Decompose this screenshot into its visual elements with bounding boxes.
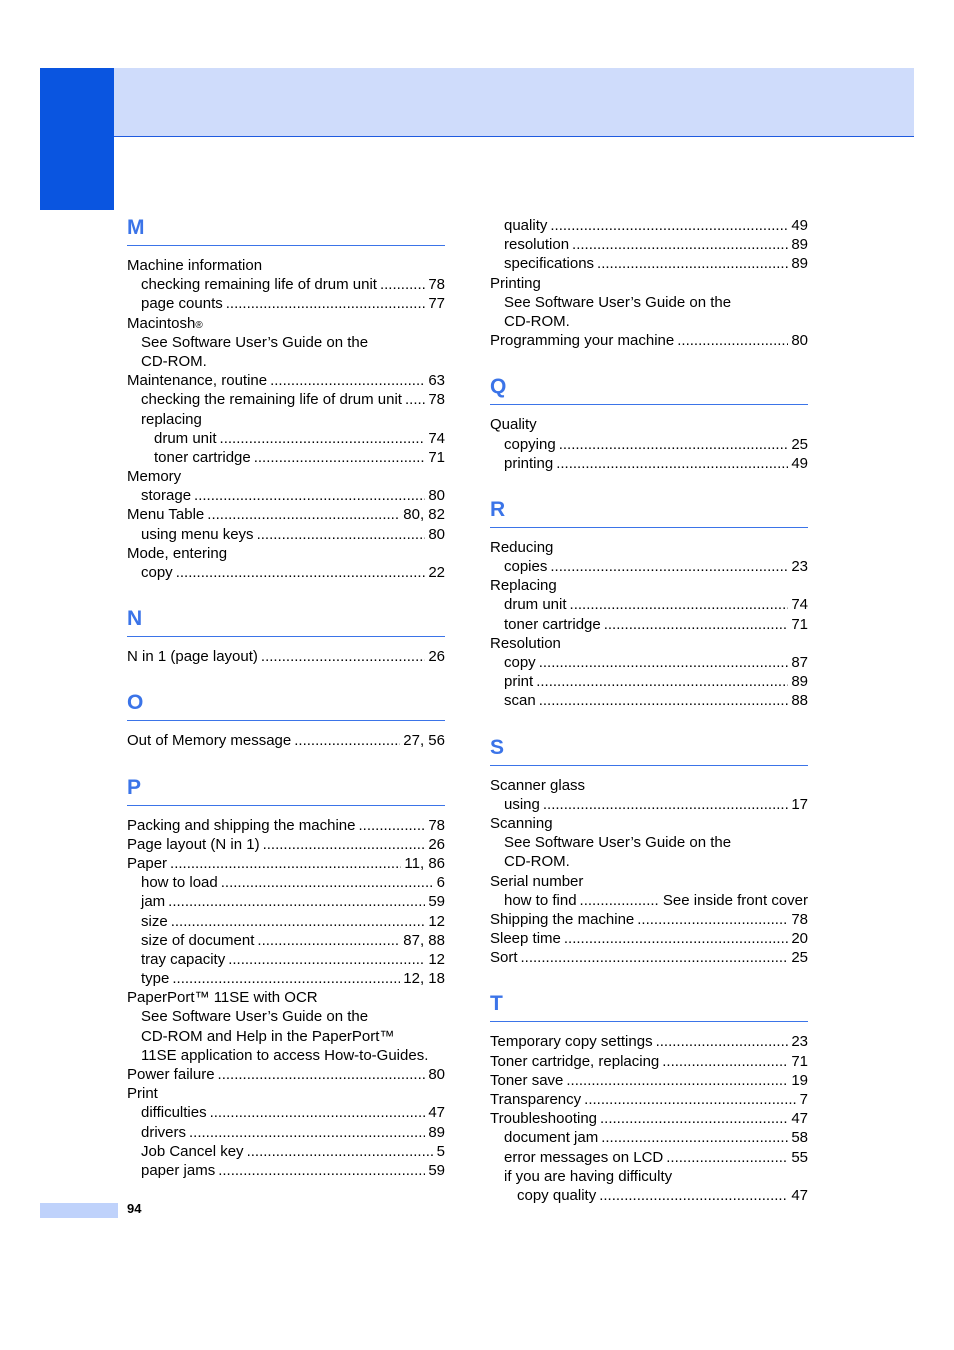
index-entry: Macintosh ® — [127, 314, 203, 332]
section-rule — [127, 805, 445, 806]
dot-leader — [550, 557, 788, 576]
page-reference: 25 — [791, 949, 808, 967]
dot-leader — [559, 435, 789, 454]
section-rule — [127, 245, 445, 246]
dot-leader — [677, 331, 788, 350]
index-entry — [127, 988, 445, 1007]
dot-leader — [380, 275, 425, 294]
index-term: printing — [504, 454, 554, 472]
section-letter: R — [490, 497, 506, 521]
index-term: Reducing — [490, 538, 554, 556]
page-reference: 74 — [428, 429, 445, 447]
index-term: Quality — [490, 416, 537, 434]
section-gap — [127, 666, 445, 686]
dot-leader — [566, 1071, 788, 1090]
dot-leader — [601, 1128, 788, 1147]
index-term: Print — [127, 1085, 158, 1103]
page-reference: 23 — [791, 558, 808, 576]
dot-leader — [257, 525, 426, 544]
index-entry — [490, 254, 808, 273]
dot-leader — [656, 1032, 789, 1051]
page-reference: 89 — [791, 236, 808, 254]
page-reference: 55 — [791, 1148, 808, 1166]
index-entry — [127, 1084, 445, 1103]
section-letter: P — [127, 775, 142, 799]
page-reference: 89 — [791, 255, 808, 273]
page-reference: 47 — [791, 1186, 808, 1204]
page-reference: 58 — [791, 1129, 808, 1147]
dot-leader — [662, 1052, 788, 1071]
index-entry — [127, 647, 445, 666]
dot-leader — [359, 816, 426, 835]
index-entry — [490, 1186, 808, 1205]
dot-leader — [247, 1142, 434, 1161]
page-reference: 80 — [428, 487, 445, 505]
index-entry — [127, 275, 445, 294]
index-term: Transparency — [490, 1091, 582, 1108]
index-entry — [127, 352, 445, 371]
index-entry — [127, 931, 445, 950]
index-entry — [490, 1109, 808, 1128]
index-entry — [127, 390, 445, 409]
section-rule — [490, 527, 808, 528]
dot-leader — [637, 910, 788, 929]
page-reference: See inside front cover — [662, 891, 808, 909]
dot-leader — [539, 691, 789, 710]
index-entry — [490, 615, 808, 634]
index-entry — [490, 929, 808, 948]
index-term: Paper — [127, 854, 168, 872]
index-term: Troubleshooting — [490, 1110, 598, 1128]
chapter-header-band — [114, 68, 914, 137]
page-reference: 12 — [428, 950, 445, 968]
index-entry — [490, 538, 808, 557]
page-reference: 25 — [791, 435, 808, 453]
index-entry — [127, 1027, 445, 1046]
page-reference: 59 — [428, 893, 445, 911]
index-entry — [490, 910, 808, 929]
index-term: error messages on LCD — [504, 1148, 664, 1166]
index-entry — [490, 672, 808, 691]
index-term: Job Cancel key — [141, 1142, 244, 1160]
index-entry — [127, 854, 445, 873]
page-reference: 80 — [791, 332, 808, 350]
index-entry — [127, 410, 445, 429]
index-term: specifications — [504, 255, 595, 273]
dot-leader — [176, 563, 426, 582]
page-reference: 78 — [428, 276, 445, 294]
dot-leader — [536, 672, 788, 691]
dot-leader — [521, 948, 789, 967]
index-term: toner cartridge — [154, 448, 251, 466]
index-entry — [127, 816, 445, 835]
dot-leader — [170, 854, 401, 873]
index-term: Serial number — [490, 872, 584, 890]
dot-leader — [228, 950, 425, 969]
index-section-t — [490, 967, 808, 1205]
index-section-s — [490, 711, 808, 968]
dot-leader — [220, 429, 426, 448]
dot-leader — [539, 653, 789, 672]
dot-leader — [543, 795, 788, 814]
section-rule — [490, 1021, 808, 1022]
index-entry — [127, 1161, 445, 1180]
index-term: Replacing — [490, 577, 557, 595]
index-entry — [490, 293, 808, 312]
page-reference: 20 — [791, 930, 808, 948]
dot-leader — [194, 486, 425, 505]
dot-leader — [564, 929, 788, 948]
index-term: Shipping the machine — [490, 910, 635, 928]
section-gap — [127, 751, 445, 771]
page-reference: 19 — [791, 1071, 808, 1089]
index-entry — [490, 1128, 808, 1147]
dot-leader — [600, 1109, 788, 1128]
page-reference: 26 — [428, 648, 445, 666]
page-reference: 26 — [428, 835, 445, 853]
index-term: See Software User’s Guide on the — [141, 1008, 369, 1026]
page-reference: 5 — [436, 1142, 445, 1160]
index-term: N in 1 (page layout) — [127, 648, 258, 666]
index-term: Programming your machine — [490, 332, 675, 350]
section-rule — [127, 720, 445, 721]
index-term: CD-ROM. — [504, 312, 570, 330]
page-reference: 78 — [428, 816, 445, 834]
page-reference: 49 — [791, 454, 808, 472]
index-term: drum unit — [504, 596, 567, 614]
index-section-r — [490, 473, 808, 711]
index-term: jam — [141, 893, 166, 911]
section-gap — [490, 350, 808, 370]
index-entry — [490, 331, 808, 350]
index-term: how to load — [141, 874, 218, 892]
index-entry — [127, 1123, 445, 1142]
index-entry — [127, 544, 445, 563]
dot-leader — [584, 1090, 797, 1109]
index-term: drum unit — [154, 429, 217, 447]
index-term: PaperPort™ 11SE with OCR — [127, 989, 318, 1007]
dot-leader — [597, 254, 788, 273]
page-reference: 12 — [428, 912, 445, 930]
index-term: Toner save — [490, 1071, 564, 1089]
page-reference: 71 — [428, 448, 445, 466]
page-reference: 74 — [791, 596, 808, 614]
index-term: drivers — [141, 1123, 187, 1141]
dot-leader — [550, 216, 788, 235]
index-term: Maintenance, routine — [127, 372, 268, 390]
index-term: size of document — [141, 931, 255, 949]
dot-leader — [580, 891, 660, 910]
index-term: Mode, entering — [127, 544, 228, 562]
index-entry — [490, 814, 808, 833]
index-entry — [490, 852, 808, 871]
index-term: page counts — [141, 295, 223, 313]
index-entry — [127, 486, 445, 505]
index-term: Packing and shipping the machine — [127, 816, 356, 834]
dot-leader — [405, 390, 425, 409]
dot-leader — [221, 873, 434, 892]
index-entry — [127, 371, 445, 390]
index-section-m — [127, 211, 445, 582]
index-term: Sort — [490, 949, 518, 967]
index-section-o — [127, 666, 445, 750]
index-entry — [490, 653, 808, 672]
page-reference: 80, 82 — [403, 506, 445, 524]
index-term: type — [141, 970, 170, 988]
page-reference: 80 — [428, 1066, 445, 1083]
dot-leader — [263, 835, 426, 854]
index-term: copy quality — [517, 1186, 597, 1204]
index-entry — [127, 256, 445, 275]
index-entry — [127, 731, 445, 750]
page-reference: 17 — [791, 795, 808, 813]
dot-leader — [599, 1186, 788, 1205]
page-reference: 27, 56 — [403, 732, 445, 750]
index-term: how to find — [504, 891, 577, 909]
index-term: Temporary copy settings — [490, 1033, 653, 1051]
index-entry — [490, 1052, 808, 1071]
section-gap — [490, 473, 808, 493]
section-letter: T — [490, 992, 503, 1016]
dot-leader — [254, 448, 426, 467]
index-term: See Software User’s Guide on the — [141, 333, 369, 351]
index-term: Scanning — [490, 814, 553, 832]
index-term: resolution — [504, 236, 570, 254]
index-entry — [127, 333, 445, 352]
index-entry — [490, 216, 808, 235]
index-entry — [490, 776, 808, 795]
index-term: document jam — [504, 1129, 599, 1147]
index-entry — [127, 892, 445, 911]
page-reference: 22 — [428, 564, 445, 581]
index-term: paper jams — [141, 1161, 216, 1179]
index-term: using — [504, 795, 540, 813]
index-entry — [127, 873, 445, 892]
index-entry — [490, 872, 808, 891]
page-reference: 63 — [428, 372, 445, 390]
index-term: quality — [504, 217, 548, 234]
footer-bar — [40, 1203, 118, 1218]
page-reference: 87 — [791, 654, 808, 671]
dot-leader — [210, 1103, 426, 1122]
page-reference: 12, 18 — [403, 970, 445, 988]
index-term: 11SE application to access How-to-Guides. — [141, 1046, 429, 1064]
page-reference: 77 — [428, 295, 445, 313]
dot-leader — [189, 1123, 425, 1142]
section-letter: S — [490, 735, 505, 759]
index-term: storage — [141, 487, 192, 505]
dot-leader — [207, 505, 400, 524]
index-term: Toner cartridge, replacing — [490, 1052, 660, 1070]
page-reference: 87, 88 — [403, 931, 445, 949]
index-term: copying — [504, 435, 556, 453]
index-term: print — [504, 673, 534, 691]
dot-leader — [168, 892, 425, 911]
index-term: checking remaining life of drum unit — [141, 276, 377, 294]
index-entry — [127, 505, 445, 524]
index-entry — [127, 835, 445, 854]
index-entry — [490, 595, 808, 614]
section-gap — [127, 582, 445, 602]
index-section-p — [127, 751, 445, 1181]
index-entry — [490, 891, 808, 910]
dot-leader — [572, 235, 788, 254]
index-term: Printing — [490, 274, 541, 292]
section-gap — [490, 967, 808, 987]
index-term: copy — [504, 654, 536, 671]
dot-leader — [171, 912, 426, 931]
section-letter: M — [127, 216, 145, 239]
section-rule — [490, 404, 808, 405]
index-term: Power failure — [127, 1066, 215, 1083]
index-entry — [490, 576, 808, 595]
index-entry — [490, 312, 808, 331]
page-reference: 47 — [428, 1104, 445, 1122]
index-term: See Software User’s Guide on the — [504, 834, 732, 852]
page-reference: 47 — [791, 1110, 808, 1128]
page-reference: 78 — [791, 910, 808, 928]
index-term: Memory — [127, 468, 182, 486]
index-term: Sleep time — [490, 930, 561, 948]
page-reference: 59 — [428, 1161, 445, 1179]
index-entry — [490, 948, 808, 967]
index-entry — [127, 563, 445, 582]
index-term: copies — [504, 558, 548, 576]
index-entry — [490, 415, 808, 434]
page-reference: 80 — [428, 525, 445, 543]
index-entry — [127, 467, 445, 486]
index-term: if you are having difficulty — [504, 1167, 673, 1185]
dot-leader — [257, 931, 400, 950]
index-column-left — [127, 211, 445, 1180]
index-entry — [127, 448, 445, 467]
index-column-right — [490, 216, 808, 1205]
index-term: Machine information — [127, 257, 263, 274]
index-entry — [490, 1090, 808, 1109]
dot-leader — [218, 1161, 425, 1180]
index-entry — [127, 1007, 445, 1026]
dot-leader — [604, 615, 789, 634]
dot-leader — [570, 595, 789, 614]
index-entry — [127, 912, 445, 931]
index-term: copy — [141, 564, 173, 581]
index-term: toner cartridge — [504, 615, 601, 633]
page-reference: 78 — [428, 391, 445, 409]
page-reference: 11, 86 — [404, 854, 445, 872]
index-term: CD-ROM and Help in the PaperPort™ — [141, 1027, 395, 1045]
index-entry — [127, 969, 445, 988]
page-reference: 71 — [791, 615, 808, 633]
dot-leader — [294, 731, 400, 750]
page-reference: 71 — [791, 1052, 808, 1070]
index-entry — [490, 274, 808, 293]
index-entry — [127, 1046, 445, 1065]
index-entry — [490, 557, 808, 576]
index-term: replacing — [141, 410, 202, 428]
section-letter: O — [127, 691, 144, 715]
index-term: CD-ROM. — [504, 853, 570, 871]
section-rule — [127, 636, 445, 637]
index-entry — [490, 435, 808, 454]
index-term: scan — [504, 692, 536, 710]
dot-leader — [261, 647, 425, 666]
index-entry — [127, 525, 445, 544]
page-reference: 49 — [791, 217, 808, 234]
index-entry — [490, 634, 808, 653]
index-entry — [127, 1103, 445, 1122]
index-entry — [490, 833, 808, 852]
index-entry — [490, 1148, 808, 1167]
page-reference: 88 — [791, 692, 808, 710]
section-letter: N — [127, 607, 143, 631]
index-entry — [490, 1071, 808, 1090]
index-term: using menu keys — [141, 525, 254, 543]
index-entry — [490, 1032, 808, 1051]
index-term: Out of Memory message — [127, 732, 292, 750]
index-term: CD-ROM. — [141, 352, 207, 370]
dot-leader — [270, 371, 425, 390]
index-term: Resolution — [490, 634, 561, 652]
index-entry — [490, 454, 808, 473]
chapter-tab-block — [40, 68, 114, 210]
dot-leader — [226, 294, 426, 313]
index-section-n — [127, 582, 445, 666]
index-term: difficulties — [141, 1104, 207, 1122]
dot-leader — [218, 1065, 426, 1084]
index-entry — [490, 795, 808, 814]
page-reference: 6 — [436, 874, 445, 892]
index-entry — [127, 950, 445, 969]
page-number: 94 — [127, 1201, 142, 1216]
index-entry — [490, 235, 808, 254]
index-entry — [127, 1142, 445, 1161]
index-term: Page layout (N in 1) — [127, 835, 260, 853]
index-term: Scanner glass — [490, 776, 586, 794]
index-entry — [127, 429, 445, 448]
dot-leader — [556, 454, 788, 473]
index-entry — [490, 1167, 808, 1186]
page-reference: 23 — [791, 1033, 808, 1051]
index-entry — [127, 1065, 445, 1084]
index-section-q — [490, 350, 808, 473]
dot-leader — [172, 969, 400, 988]
page-reference: 89 — [791, 673, 808, 691]
index-term: Menu Table — [127, 506, 205, 524]
index-entry — [490, 691, 808, 710]
section-letter: Q — [490, 375, 507, 399]
page-reference: 7 — [799, 1091, 808, 1108]
section-gap — [490, 711, 808, 731]
index-term: size — [141, 912, 168, 930]
page-reference: 89 — [428, 1123, 445, 1141]
index-term: Macintosh — [127, 314, 196, 332]
index-term: checking the remaining life of drum unit — [141, 391, 402, 409]
index-entry — [127, 294, 445, 313]
index-term: See Software User’s Guide on the — [504, 293, 732, 311]
dot-leader — [666, 1148, 788, 1167]
index-term: tray capacity — [141, 950, 226, 968]
section-rule — [490, 765, 808, 766]
